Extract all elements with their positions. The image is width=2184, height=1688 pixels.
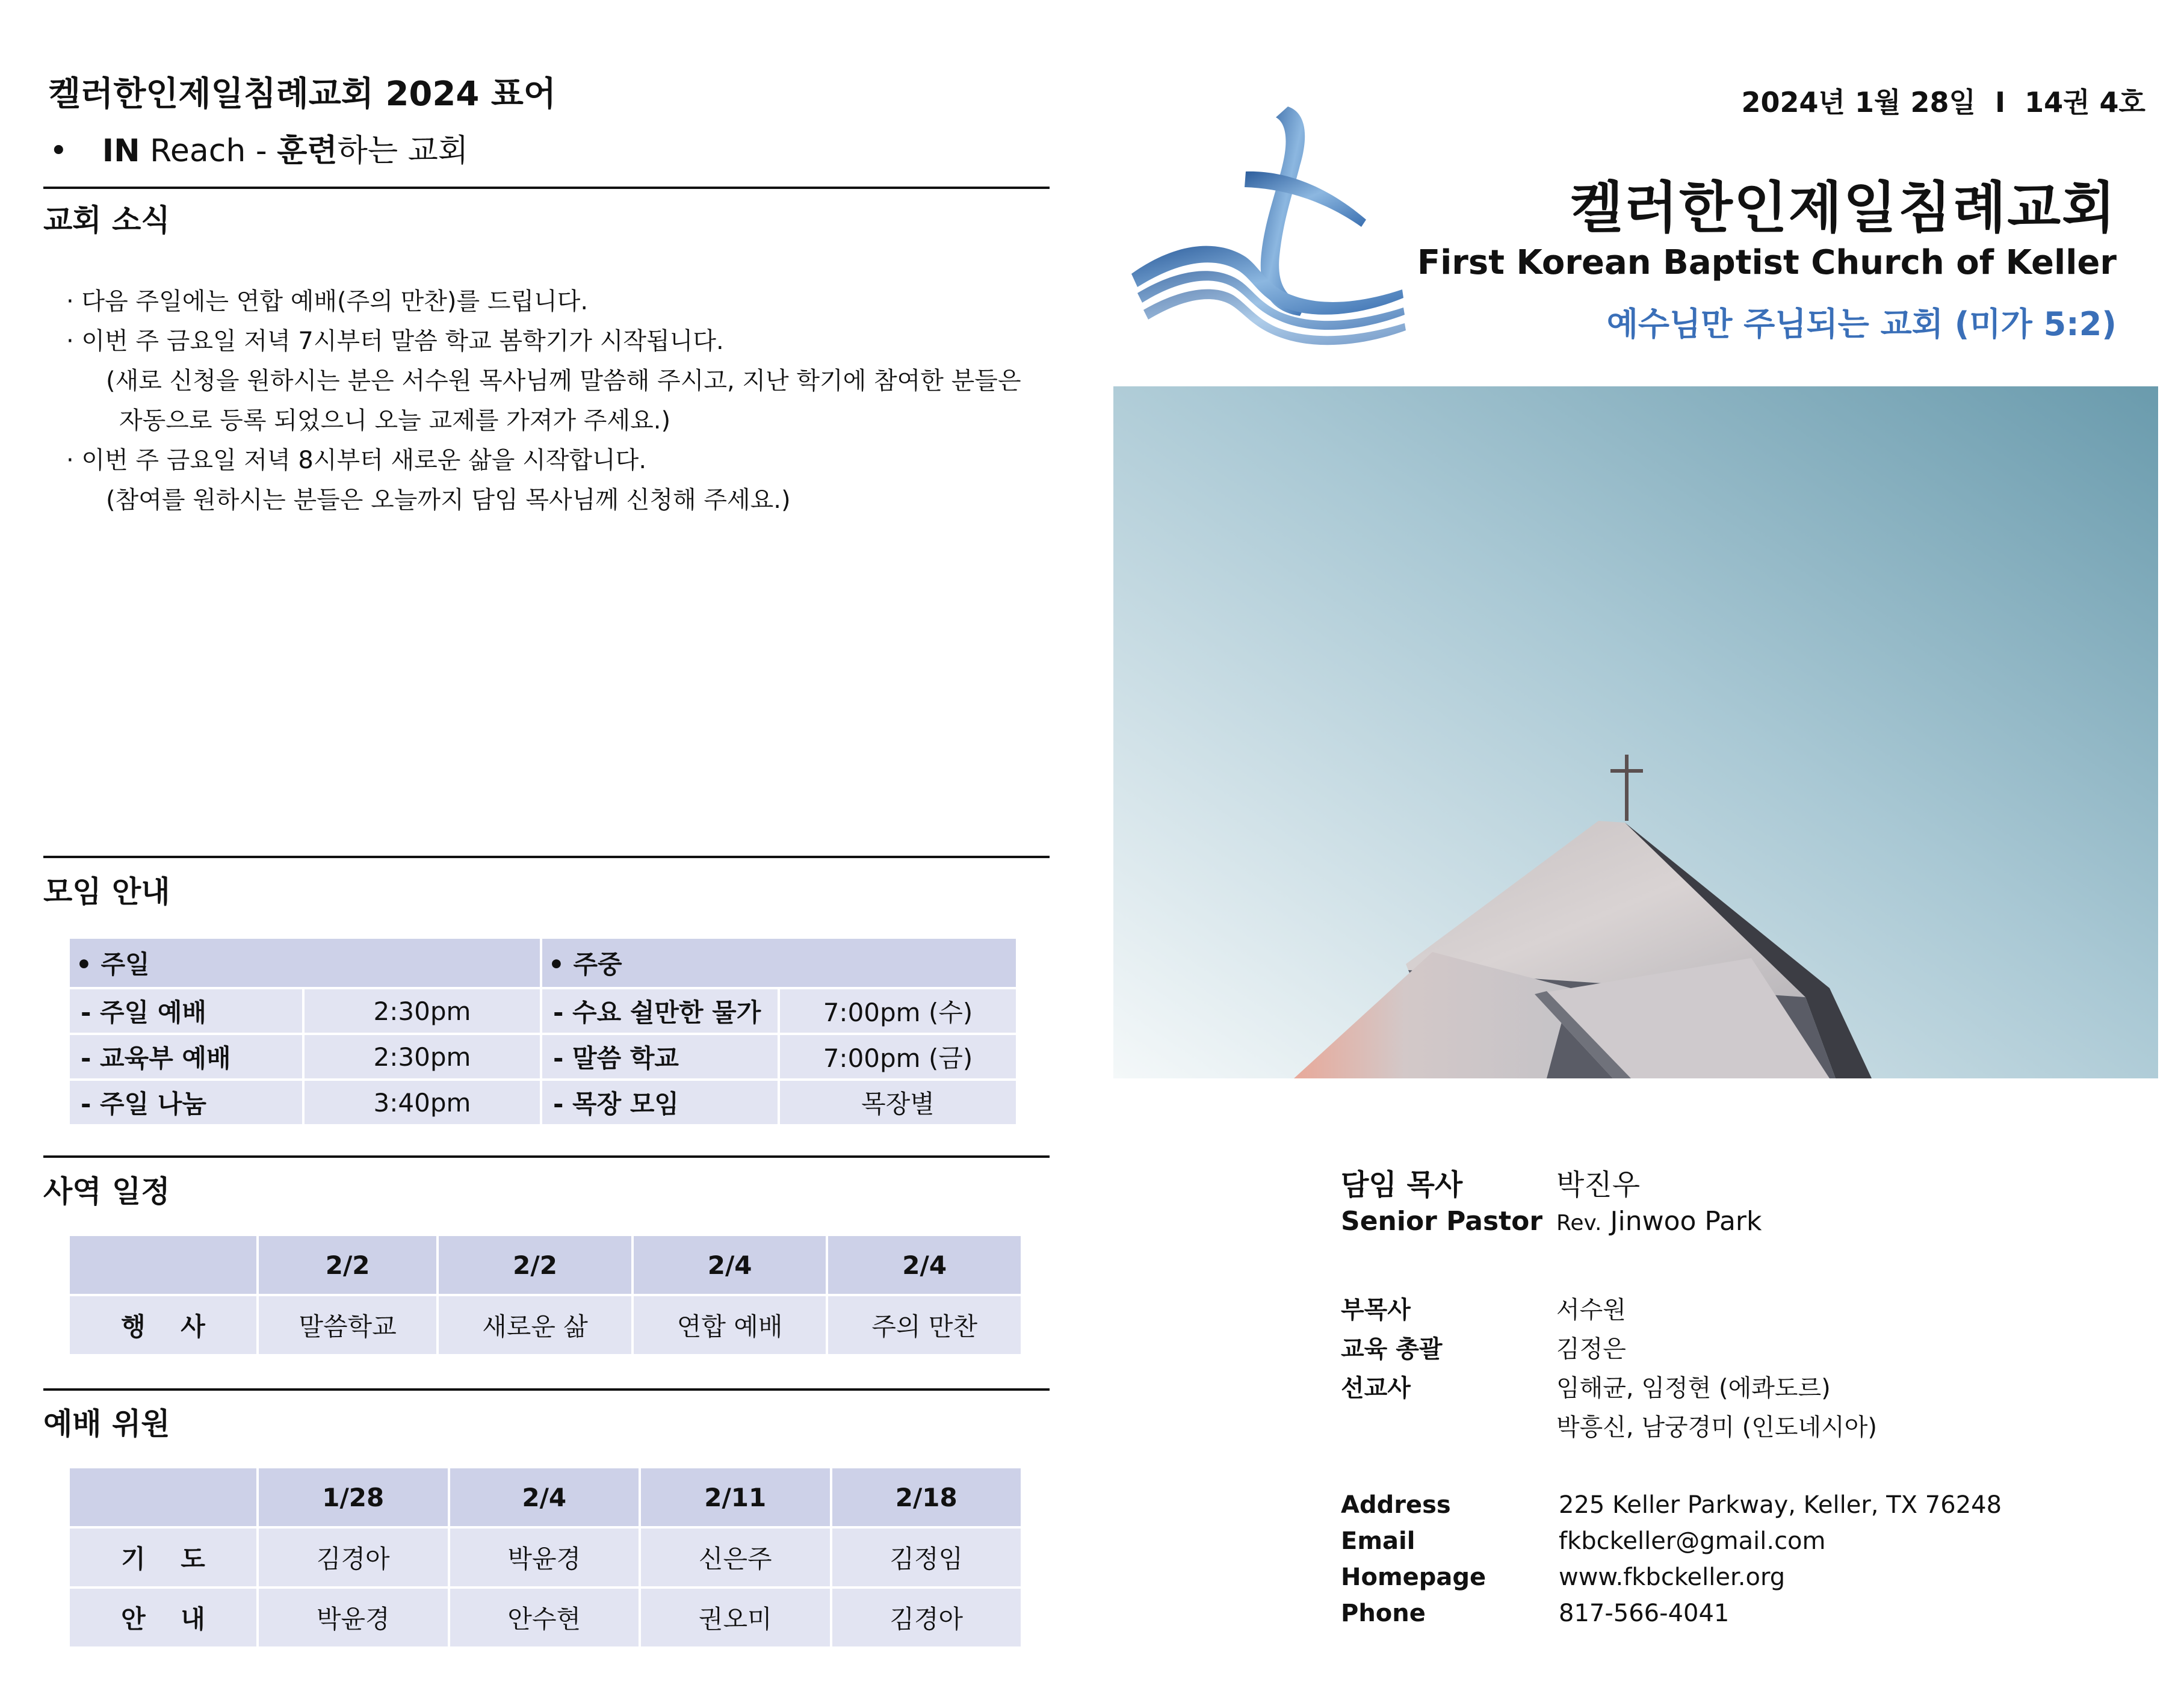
name-cell: 김경아 [259,1529,448,1586]
missionary-2: 박흥신, 남궁경미 (인도네시아) [1556,1414,1878,1441]
table-row [70,1296,1021,1354]
divider [43,856,1050,858]
worship-table [67,1466,1023,1649]
date-cell: 2/4 [828,1236,1021,1294]
church-slogan: 예수님만 주님되는 교회 (미가 5:2) [1606,305,2117,343]
meeting-time: 7:00pm (수) [780,989,1016,1033]
event-cell: 새로운 삶 [439,1296,631,1354]
church-name-en: First Korean Baptist Church of Keller [1417,243,2117,282]
church-logo-icon [1125,99,1408,352]
motto-bullet: • [49,133,68,169]
ministry-title: 사역 일정 [43,1174,170,1209]
event-cell: 연합 예배 [634,1296,826,1354]
issue-date: 2024년 1월 28일 I 14권 4호 [1741,86,2145,119]
senior-pastor-ko-name: 박진우 [1556,1168,1641,1202]
name-cell: 권오미 [641,1589,830,1646]
church-name-ko: 켈러한인제일침례교회 [1570,176,2117,240]
meeting-name: - 수요 쉴만한 물가 [542,989,778,1033]
meeting-time: 7:00pm (금) [780,1035,1016,1078]
table-row [70,1589,1021,1646]
meeting-time: 3:40pm [305,1081,540,1124]
name-cell: 박윤경 [450,1529,639,1586]
table-row [70,1081,1016,1124]
meeting-name: - 목장 모임 [542,1081,778,1124]
row-label: 행 사 [70,1296,256,1354]
church-roof-cross-photo [1113,386,2158,1078]
date-cell: 2/4 [634,1236,826,1294]
meetings-title: 모임 안내 [43,874,170,909]
email-label: Email [1341,1527,1415,1555]
phone-label: Phone [1341,1600,1426,1627]
address-value: 225 Keller Parkway, Keller, TX 76248 [1559,1491,2002,1519]
motto-title: 켈러한인제일침례교회 2024 표어 [48,75,557,114]
corner-cell [70,1236,256,1294]
divider [43,187,1050,189]
missionary-1: 임해균, 임정현 (에콰도르) [1556,1374,1831,1402]
meeting-name: - 주일 나눔 [70,1081,302,1124]
name-cell: 안수현 [450,1589,639,1646]
news-line: (참여를 원하시는 분들은 오늘까지 담임 목사님께 신청해 주세요.) [106,486,791,514]
table-row [70,989,1016,1033]
ministry-table [67,1234,1023,1356]
date-cell: 2/2 [259,1236,436,1294]
address-label: Address [1341,1491,1451,1519]
rev-prefix: Rev. [1556,1211,1602,1235]
meeting-name: - 교육부 예배 [70,1035,302,1078]
motto-rest: 하는 교회 [337,133,469,169]
news-title: 교회 소식 [43,203,170,238]
divider [43,1155,1050,1158]
event-cell: 말씀학교 [259,1296,436,1354]
senior-pastor-ko-label: 담임 목사 [1341,1168,1463,1202]
missionary-label: 선교사 [1341,1374,1411,1402]
news-line: · 이번 주 금요일 저녁 8시부터 새로운 삶을 시작합니다. [66,447,647,474]
weekday-header: • 주중 [542,939,1016,987]
pastor-name: Jinwoo Park [1610,1206,1762,1237]
motto-reach: Reach - [150,133,267,169]
homepage-label: Homepage [1341,1563,1486,1591]
motto-in: IN [102,133,140,169]
news-list [66,282,1021,520]
assoc-pastor-name: 서수원 [1556,1296,1626,1324]
divider [43,1388,1050,1391]
news-line: (새로 신청을 원하시는 분은 서수원 목사님께 말씀해 주시고, 지난 학기에 참여한 분들은 [106,367,1021,395]
meeting-time: 2:30pm [305,1035,540,1078]
homepage-value[interactable]: www.fkbckeller.org [1559,1563,1786,1591]
news-line: 자동으로 등록 되었으니 오늘 교제를 가져가 주세요.) [119,407,671,434]
name-cell: 신은주 [641,1529,830,1586]
name-cell: 김정임 [832,1529,1021,1586]
education-name: 김정은 [1556,1335,1626,1363]
news-line: · 다음 주일에는 연합 예배(주의 만찬)를 드립니다. [66,288,589,315]
education-label: 교육 총괄 [1341,1335,1443,1363]
row-label: 안 내 [70,1589,256,1646]
email-value[interactable]: fkbckeller@gmail.com [1559,1527,1826,1555]
meeting-name: - 주일 예배 [70,989,302,1033]
name-cell: 박윤경 [259,1589,448,1646]
date-cell: 2/2 [439,1236,631,1294]
table-row [70,1529,1021,1586]
date-cell: 2/18 [832,1468,1021,1526]
name-cell: 김경아 [832,1589,1021,1646]
date-cell: 2/4 [450,1468,639,1526]
meeting-time: 2:30pm [305,989,540,1033]
sunday-header: • 주일 [70,939,540,987]
table-row [70,1035,1016,1078]
corner-cell [70,1468,256,1526]
senior-pastor-en-label: Senior Pastor [1341,1206,1543,1237]
meeting-name: - 말씀 학교 [542,1035,778,1078]
date-cell: 1/28 [259,1468,448,1526]
assoc-pastor-label: 부목사 [1341,1296,1411,1324]
meetings-table [67,936,1018,1127]
worship-title: 예배 위원 [43,1406,170,1441]
row-label: 기 도 [70,1529,256,1586]
event-cell: 주의 만찬 [828,1296,1021,1354]
senior-pastor-en-name [1556,1206,1762,1237]
motto-train: 훈련 [277,133,338,169]
meeting-time: 목장별 [780,1081,1016,1124]
phone-value: 817-566-4041 [1559,1600,1730,1627]
motto-line [49,125,468,170]
news-line: · 이번 주 금요일 저녁 7시부터 말씀 학교 봄학기가 시작됩니다. [66,327,724,355]
date-cell: 2/11 [641,1468,830,1526]
